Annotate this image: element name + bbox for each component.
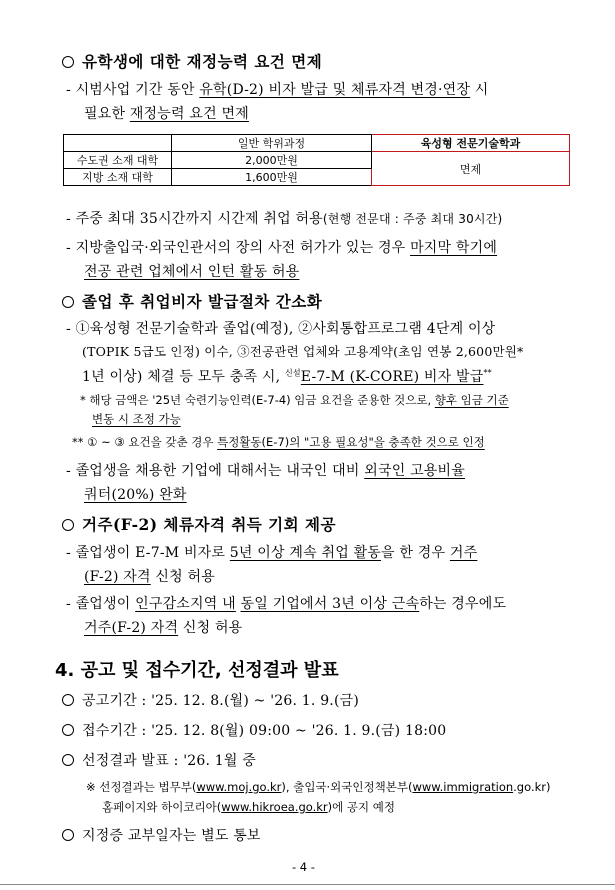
circle-bullet-icon (62, 296, 74, 308)
residence-line-3: - 졸업생이 인구감소지역 내 동일 기업에서 3년 이상 근속하는 경우에도 (66, 596, 507, 612)
financial-line-2: 필요한 재정능력 요건 면제 (84, 106, 249, 122)
table-row-amount: 2,000만원 (172, 152, 372, 169)
circle-bullet-icon (62, 519, 74, 531)
residence-line-2: (F-2) 자격 신청 허용 (84, 569, 215, 585)
result-note-line-2: 홈페이지와 하이코리아(www.hikroea.go.kr)에 공지 예정 (102, 800, 396, 814)
result-note-line-1: ※ 선정결과는 법무부(www.moj.go.kr), 출입국·외국인정책본부(www.immigration.go.kr) (86, 780, 551, 794)
visa-line-4: - 졸업생을 채용한 기업에 대해서는 내국인 대비 외국인 고용비율 (66, 463, 465, 479)
financial-line-1: - 시범사업 기간 동안 유학(D-2) 비자 발급 및 체류자격 변경·연장 시 (66, 82, 489, 98)
page-number: - 4 - (292, 860, 315, 874)
table-header-general: 일반 학위과정 (172, 135, 372, 152)
work-line-3: 전공 관련 업체에서 인턴 활동 허용 (84, 264, 300, 280)
schedule-item-certificate: 지정증 교부일자는 별도 통보 (62, 825, 261, 845)
table-row-label: 수도권 소재 대학 (64, 152, 172, 169)
table-row-label: 지방 소재 대학 (64, 169, 172, 186)
visa-note-1-cont: 변동 시 조정 가능 (92, 412, 181, 426)
schedule-item-announcement: 공고기간 : '25. 12. 8.(월) ~ '26. 1. 9.(금) (62, 690, 359, 710)
schedule-item-result: 선정결과 발표 : '26. 1월 중 (62, 750, 256, 770)
visa-note-1: * 해당 금액은 '25년 숙련기능인력(E-7-4) 임금 요건을 준용한 것으로, 향후 임금 기준 (80, 393, 509, 407)
table-header-special: 육성형 전문기술학과 (372, 135, 570, 152)
visa-line-5: 쿼터(20%) 완화 (84, 487, 187, 503)
work-line-1: - 주중 최대 35시간까지 시간제 취업 허용(현행 전문대 : 주중 최대 30시간) (66, 211, 503, 227)
circle-bullet-icon (62, 754, 74, 766)
visa-line-3: 1년 이상) 체결 등 모두 충족 시, $^{신설}$E-7-M (K-CORE) 비자 발급** (82, 368, 492, 385)
section-4-title: 4. 공고 및 접수기간, 선정결과 발표 (55, 660, 339, 681)
schedule-item-application: 접수기간 : '25. 12. 8(월) 09:00 ~ '26. 1. 9.(금) 18:00 (62, 720, 446, 740)
residence-line-4: 거주(F-2) 자격 신청 허용 (84, 620, 243, 636)
circle-bullet-icon (62, 56, 74, 68)
residence-line-1: - 졸업생이 E-7-M 비자로 5년 이상 계속 취업 활동을 한 경우 거주 (66, 545, 478, 561)
circle-bullet-icon (62, 724, 74, 736)
section-heading-financial: 유학생에 대한 재정능력 요건 면제 (62, 50, 322, 72)
table-row-amount: 1,600만원 (172, 169, 372, 186)
visa-note-2: ** ① ~ ③ 요건을 갖춘 경우 특정활동(E-7)의 "고용 필요성"을 충족한 것으로 인정 (72, 435, 485, 449)
table-exempt-cell: 면제 (372, 152, 570, 186)
visa-line-1: - ①육성형 전문기술학과 졸업(예정), ②사회통합프로그램 4단계 이상 (66, 321, 496, 337)
visa-line-2: (TOPIK 5급도 인정) 이수, ③전공관련 업체와 고용계약(초임 연봉 2,600만원* (82, 344, 524, 359)
circle-bullet-icon (62, 694, 74, 706)
section-heading-visa: 졸업 후 취업비자 발급절차 간소화 (62, 290, 322, 312)
hikorea-link[interactable]: www.hikroea.go.kr (221, 800, 328, 814)
section-heading-residence: 거주(F-2) 체류자격 취득 기회 제공 (62, 513, 336, 535)
table-corner-cell (64, 135, 172, 152)
work-line-2: - 지방출입국·외국인관서의 장의 사전 허가가 있는 경우 마지막 학기에 (66, 240, 498, 256)
page-bottom-divider (0, 884, 615, 885)
moj-link[interactable]: www.moj.go.kr (196, 780, 282, 794)
circle-bullet-icon (62, 829, 74, 841)
immigration-link[interactable]: www.immigration (412, 780, 514, 794)
financial-requirement-table (63, 134, 570, 186)
